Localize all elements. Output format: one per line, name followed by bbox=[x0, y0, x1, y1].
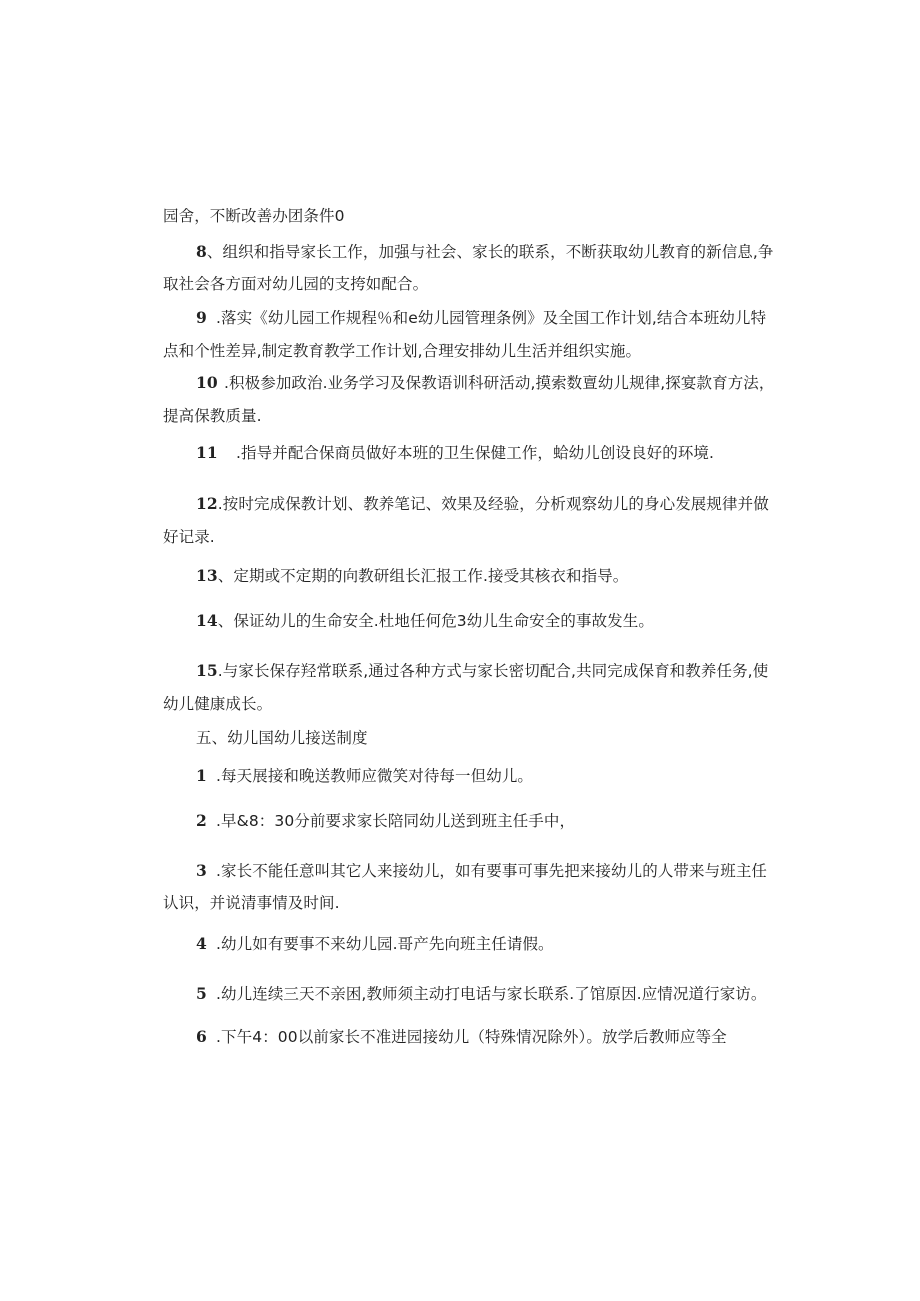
list-item-13: 13、定期或不定期的向教研组长汇报工作.接受其核衣和指导。 bbox=[196, 566, 629, 585]
list-item-6: 6 .下午4：00以前家长不准进园接幼儿（特殊情况除外）。放学后教师应等全 bbox=[196, 1027, 727, 1046]
list-item-4: 4 .幼儿如有要事不来幼儿园.哥产先向班主任请假。 bbox=[196, 934, 554, 953]
list-item-12: 12.按时完成保教计划、教养笔记、效果及经验，分析观察幼儿的身心发展规律并做 bbox=[196, 494, 769, 513]
text-line: 园舍，不断改善办团条件0 bbox=[163, 207, 345, 225]
list-item-14: 14、保证幼儿的生命安全.杜地任何危3幼儿生命安全的事故发生。 bbox=[196, 611, 654, 630]
text-line: 认识，并说清事情及时间. bbox=[163, 894, 340, 912]
text-line: 提高保教质量. bbox=[163, 407, 262, 425]
list-item-2: 2 .早&8：30分前要求家长陪同幼儿送到班主任手中， bbox=[196, 811, 576, 830]
list-item-3: 3 .家长不能任意叫其它人来接幼儿，如有要事可事先把来接幼儿的人带来与班主任 bbox=[196, 861, 768, 880]
list-item-8: 8、组织和指导家长工作，加强与社会、家长的联系，不断获取幼儿教育的新信息,争 bbox=[196, 242, 774, 261]
list-item-10: 10 .积极参加政治.业务学习及保教语训科研活动,摸索数亶幼儿规律,探宴款育方法， bbox=[196, 373, 775, 392]
text-line: 点和个性差异,制定教育教学工作计划,合理安排幼儿生活并组织实施。 bbox=[163, 342, 642, 360]
list-item-11: 11 .指导并配合保商员做好本班的卫生保健工作，蛤幼儿创设良好的环境. bbox=[196, 443, 715, 462]
text-line: 取社会各方面对幼儿园的支挎如配合。 bbox=[163, 275, 429, 293]
text-line: 幼儿健康成长。 bbox=[163, 695, 273, 713]
list-item-1: 1 .每天展接和晚送教师应微笑对待每一但幼儿。 bbox=[196, 766, 534, 785]
text-line: 好记录. bbox=[163, 528, 215, 546]
list-item-5: 5 .幼儿连续三天不亲困,教师须主动打电话与家长联系.了馆原因.应情况道行家访。 bbox=[196, 984, 767, 1003]
section-heading: 五、幼儿国幼儿接送制度 bbox=[196, 729, 368, 747]
list-item-9: 9 .落实《幼儿园工作规程％和e幼儿园管理条例》及全国工作计划,结合本班幼儿特 bbox=[196, 308, 767, 327]
list-item-15: 15.与家长保存羟常联系,通过各种方式与家长密切配合,共同完成保育和教养任务,使 bbox=[196, 661, 769, 680]
